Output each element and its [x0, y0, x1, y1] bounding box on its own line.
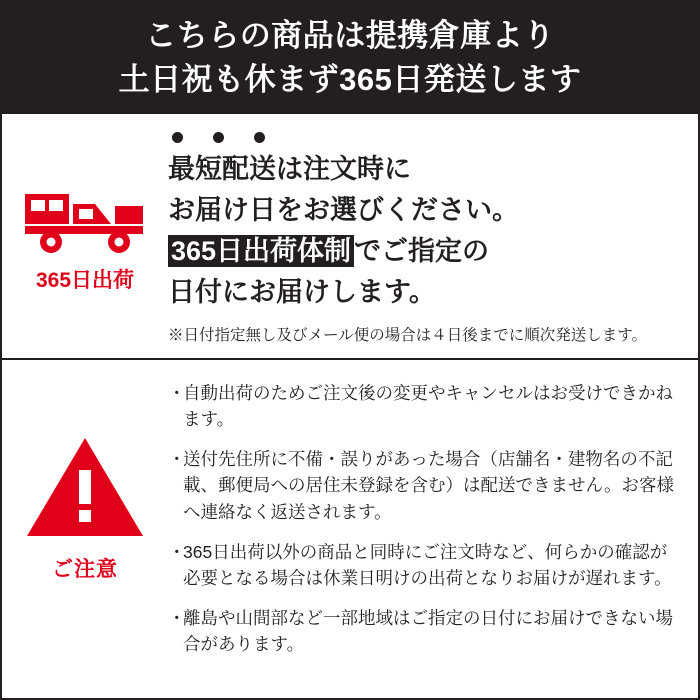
- delivery-text-block: [168, 128, 698, 348]
- delivery-note: ※日付指定無し及びメール便の場合は４日後までに順次発送します。: [168, 327, 647, 345]
- caution-list: [168, 378, 698, 671]
- caution-label: ご注意: [52, 557, 118, 581]
- delivery-truck-label: 365日出荷: [35, 269, 135, 292]
- delivery-line-3-rest: でご指定の: [354, 236, 490, 267]
- decorative-dots: [172, 132, 682, 143]
- list-item: [168, 605, 680, 658]
- list-item: [168, 380, 680, 433]
- banner-header: [2, 2, 698, 114]
- bullet-icon: ・: [168, 541, 186, 562]
- dot-1: [172, 132, 183, 143]
- warning-triangle-icon: [25, 436, 145, 545]
- delivery-line-3: [168, 231, 682, 272]
- delivery-icon-block: [2, 128, 168, 294]
- bullet-icon: ・: [168, 382, 186, 403]
- list-item-text: 離島や山間部など一部地域はご指定の日付にお届けできない場合があります。: [183, 607, 673, 655]
- delivery-truck-icon: [21, 176, 149, 256]
- list-item-text: 送付先住所に不備・誤りがあった場合（店舗名・建物名の不記載、郵便局への居住未登録を含む）は配送できません。お客様へ連絡なく返送されます。: [183, 448, 675, 522]
- list-item: [168, 446, 680, 526]
- delivery-section: [2, 114, 698, 360]
- dot-2: [213, 132, 224, 143]
- delivery-line-4: 日付にお届けします。: [168, 277, 436, 308]
- header-line-1: こちらの商品は提携倉庫より: [145, 17, 555, 53]
- list-item: [168, 539, 680, 592]
- delivery-highlight: 365日出荷体制: [168, 235, 354, 267]
- dot-3: [254, 132, 265, 143]
- caution-section: [2, 360, 698, 698]
- delivery-line-2: お届け日をお選びください。: [168, 195, 519, 226]
- bullet-icon: ・: [168, 448, 186, 469]
- header-line-2: 土日祝も休まず365日発送します: [118, 62, 582, 97]
- list-item-text: 自動出荷のためご注文後の変更やキャンセルはお受けできかねます。: [183, 382, 673, 430]
- bullet-icon: ・: [168, 607, 186, 628]
- list-item-text: 365日出荷以外の商品と同時にご注文時など、何らかの確認が必要となる場合は休業日明けの出荷となりお届けが遅れます。: [183, 541, 672, 589]
- caution-icon-block: [2, 378, 168, 583]
- delivery-line-1: 最短配送は注文時に: [168, 154, 411, 184]
